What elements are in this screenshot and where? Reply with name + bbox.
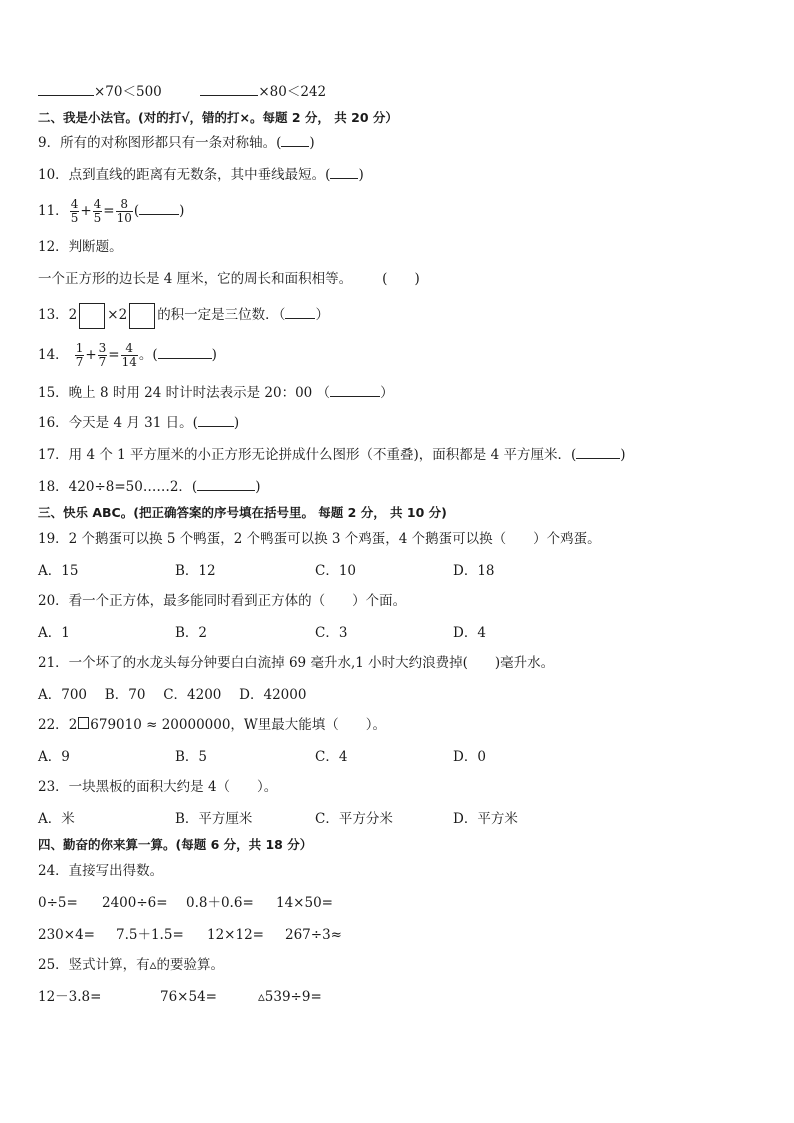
question-9: 9．所有的对称图形都只有一条对称轴。( ) — [38, 135, 315, 151]
question-24: 24．直接写出得数。 — [38, 863, 164, 879]
calc-item: 0.8＋0.6= — [186, 895, 254, 911]
answer-blank[interactable] — [197, 478, 255, 491]
calc-item: 12－3.8= — [38, 989, 102, 1005]
answer-blank[interactable] — [330, 166, 358, 179]
question-13: 13．2 ×2 的积一定是三位数．（ ） — [38, 302, 329, 329]
top-inequalities — [38, 83, 326, 101]
calc-item: 2400÷6= — [102, 895, 168, 911]
answer-blank[interactable] — [198, 414, 234, 427]
question-17: 17．用 4 个 1 平方厘米的小正方形无论拼成什么图形（不重叠)，面积都是 4 平方厘米．( ) — [38, 447, 626, 463]
question-15: 15．晚上 8 时用 24 时计时法表示是 20：00 （ ） — [38, 385, 394, 401]
fraction: $\frac{8}{10}$ — [116, 197, 132, 225]
calc-item: 7.5＋1.5= — [116, 927, 184, 943]
question-20: 20．看一个正方体，最多能同时看到正方体的（ ）个面。 — [38, 593, 407, 609]
fraction: $\frac{4}{5}$ — [93, 197, 102, 225]
answer-blank[interactable] — [200, 83, 258, 96]
q22-option-d[interactable]: D．0 — [453, 749, 486, 765]
q23-option-a[interactable]: A．米 — [38, 811, 75, 827]
question-14: 14． $\frac{1}{7}$ + $\frac{3}{7}$ = $\frac{4}{14}$ 。( ) — [38, 341, 217, 369]
q21-options[interactable]: A．700 B．70 C．4200 D．42000 — [38, 687, 307, 703]
answer-blank[interactable] — [139, 202, 179, 215]
section-3-title: 三、快乐 ABC。(把正确答案的序号填在括号里。 每题 2 分， 共 10 分) — [38, 505, 447, 520]
answer-blank[interactable] — [38, 83, 94, 96]
q20-option-d[interactable]: D．4 — [453, 625, 486, 641]
fraction: $\frac{3}{7}$ — [98, 341, 107, 369]
answer-blank[interactable] — [576, 446, 620, 459]
q19-option-c[interactable]: C．10 — [315, 563, 357, 579]
calc-item: 76×54= — [160, 989, 217, 1005]
q22-option-c[interactable]: C．4 — [315, 749, 348, 765]
q23-option-d[interactable]: D．平方米 — [453, 811, 518, 827]
inequality-a: ×70＜500 — [94, 84, 162, 100]
digit-box[interactable] — [129, 303, 155, 329]
calc-item: 230×4= — [38, 927, 95, 943]
answer-blank[interactable] — [285, 306, 315, 319]
calc-item: 267÷3≈ — [285, 927, 342, 943]
question-25: 25．竖式计算，有▵的要验算。 — [38, 957, 224, 973]
q20-option-b[interactable]: B．2 — [175, 625, 208, 641]
q22-option-a[interactable]: A．9 — [38, 749, 70, 765]
question-12-statement: 一个正方形的边长是 4 厘米，它的周长和面积相等。 ( ) — [38, 271, 420, 287]
answer-blank[interactable] — [281, 134, 309, 147]
q22-option-b[interactable]: B．5 — [175, 749, 208, 765]
question-18: 18．420÷8=50……2．( ) — [38, 479, 261, 495]
q20-option-c[interactable]: C．3 — [315, 625, 348, 641]
question-22: 22．2 679010 ≈ 20000000，W里最大能填（ ）。 — [38, 717, 387, 733]
answer-blank[interactable] — [158, 346, 212, 359]
inequality-b: ×80＜242 — [258, 84, 327, 100]
q20-option-a[interactable]: A．1 — [38, 625, 70, 641]
fraction: $\frac{1}{7}$ — [75, 341, 84, 369]
question-16: 16．今天是 4 月 31 日。( ) — [38, 415, 240, 431]
question-12: 12．判断题。 — [38, 239, 123, 255]
section-2-title: 二、我是小法官。(对的打√，错的打×。每题 2 分， 共 20 分） — [38, 110, 398, 125]
calc-item: 12×12= — [207, 927, 264, 943]
question-11: 11． $\frac{4}{5}$ + $\frac{4}{5}$ = $\frac{8}{10}$ ( ) — [38, 197, 185, 225]
answer-blank[interactable] — [330, 384, 380, 397]
calc-item: ▵539÷9= — [258, 989, 322, 1005]
fraction: $\frac{4}{5}$ — [70, 197, 79, 225]
fraction: $\frac{4}{14}$ — [121, 341, 137, 369]
question-19: 19．2 个鹅蛋可以换 5 个鸭蛋，2 个鸭蛋可以换 3 个鸡蛋，4 个鹅蛋可以换（ ）个鸡蛋。 — [38, 531, 601, 547]
calc-item: 0÷5= — [38, 895, 78, 911]
q19-option-d[interactable]: D．18 — [453, 563, 495, 579]
digit-box[interactable] — [78, 717, 89, 729]
q19-option-b[interactable]: B．12 — [175, 563, 216, 579]
question-10: 10．点到直线的距离有无数条，其中垂线最短。( ) — [38, 167, 364, 183]
section-4-title: 四、勤奋的你来算一算。(每题 6 分，共 18 分） — [38, 837, 313, 852]
digit-box[interactable] — [79, 303, 105, 329]
calc-item: 14×50= — [276, 895, 333, 911]
question-21: 21．一个坏了的水龙头每分钟要白白流掉 69 毫升水,1 小时大约浪费掉( )毫升水。 — [38, 655, 555, 671]
question-23: 23．一块黑板的面积大约是 4（ ）。 — [38, 779, 278, 795]
answer-paren[interactable]: ( ) — [382, 271, 420, 287]
q23-option-c[interactable]: C．平方分米 — [315, 811, 393, 827]
q19-option-a[interactable]: A．15 — [38, 563, 79, 579]
q23-option-b[interactable]: B．平方厘米 — [175, 811, 253, 827]
